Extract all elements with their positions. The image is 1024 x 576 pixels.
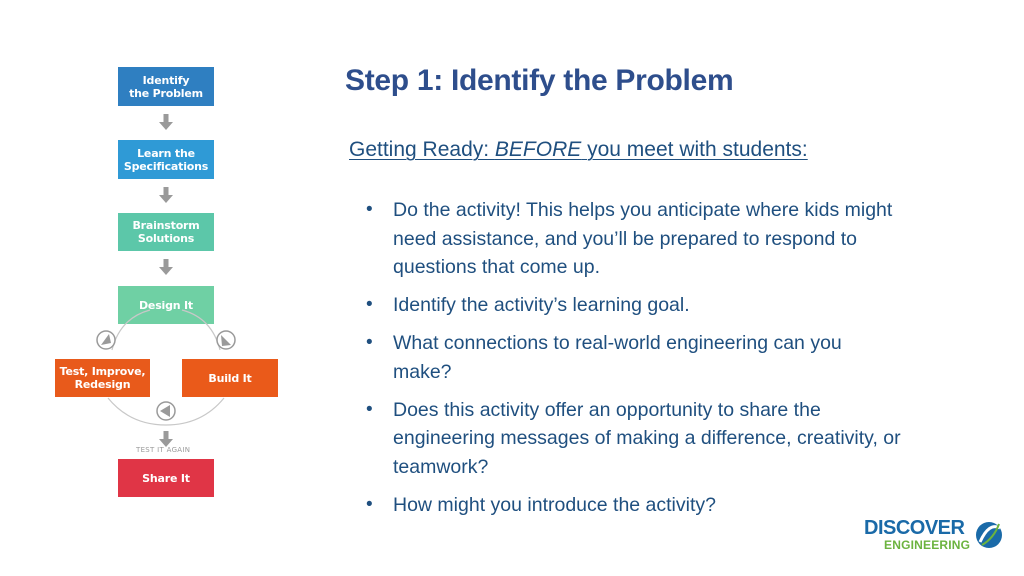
arrow-down-icon: [159, 259, 173, 275]
step-learn-box: Learn the Specifications: [118, 140, 214, 179]
test-again-caption: TEST IT AGAIN: [136, 446, 191, 454]
loop-arc-right: [182, 310, 220, 350]
arrow-down-icon: [159, 187, 173, 203]
step-test-box: Test, Improve, Redesign: [55, 359, 150, 397]
bullet-item: • How might you introduce the activity?: [362, 491, 902, 520]
step-identify-box: Identify the Problem: [118, 67, 214, 106]
step-brainstorm-box: Brainstorm Solutions: [118, 213, 214, 251]
subtitle-emphasis: BEFORE: [494, 138, 582, 161]
loop-arc-left: [112, 310, 150, 350]
discover-engineering-logo: [864, 516, 1006, 556]
bullet-item: • Does this activity offer an opportunity to share the engineering messages of making a difference, creativity, or teamwork?: [362, 396, 902, 482]
arrow-down-icon: [159, 114, 173, 130]
subtitle-prefix: Getting Ready:: [349, 138, 495, 161]
circle-arrow-left-icon: [157, 402, 175, 420]
step-design-box: Design It: [118, 286, 214, 324]
slide-title: Step 1: Identify the Problem: [345, 64, 734, 97]
circle-arrow-up-icon: [97, 331, 115, 349]
bullet-item: • What connections to real-world engineering can you make?: [362, 329, 902, 386]
bullet-item: • Do the activity! This helps you anticipate where kids might need assistance, and you’ll be prepared to respond to questions that come up.: [362, 196, 902, 282]
slide-subtitle: [349, 138, 808, 162]
arrow-down-icon: [159, 431, 173, 447]
logo-bottom-text: ENGINEERING: [884, 538, 971, 552]
step-share-box: Share It: [118, 459, 214, 497]
globe-icon: [974, 518, 1004, 552]
step-build-box: Build It: [182, 359, 278, 397]
bullet-item: • Identify the activity’s learning goal.: [362, 291, 902, 320]
circle-arrow-down-icon: [217, 331, 235, 349]
logo-top-text: DISCOVER: [864, 517, 965, 539]
bullet-list: [362, 196, 902, 529]
flowchart-connectors: [0, 0, 300, 576]
subtitle-suffix: you meet with students:: [581, 138, 808, 161]
